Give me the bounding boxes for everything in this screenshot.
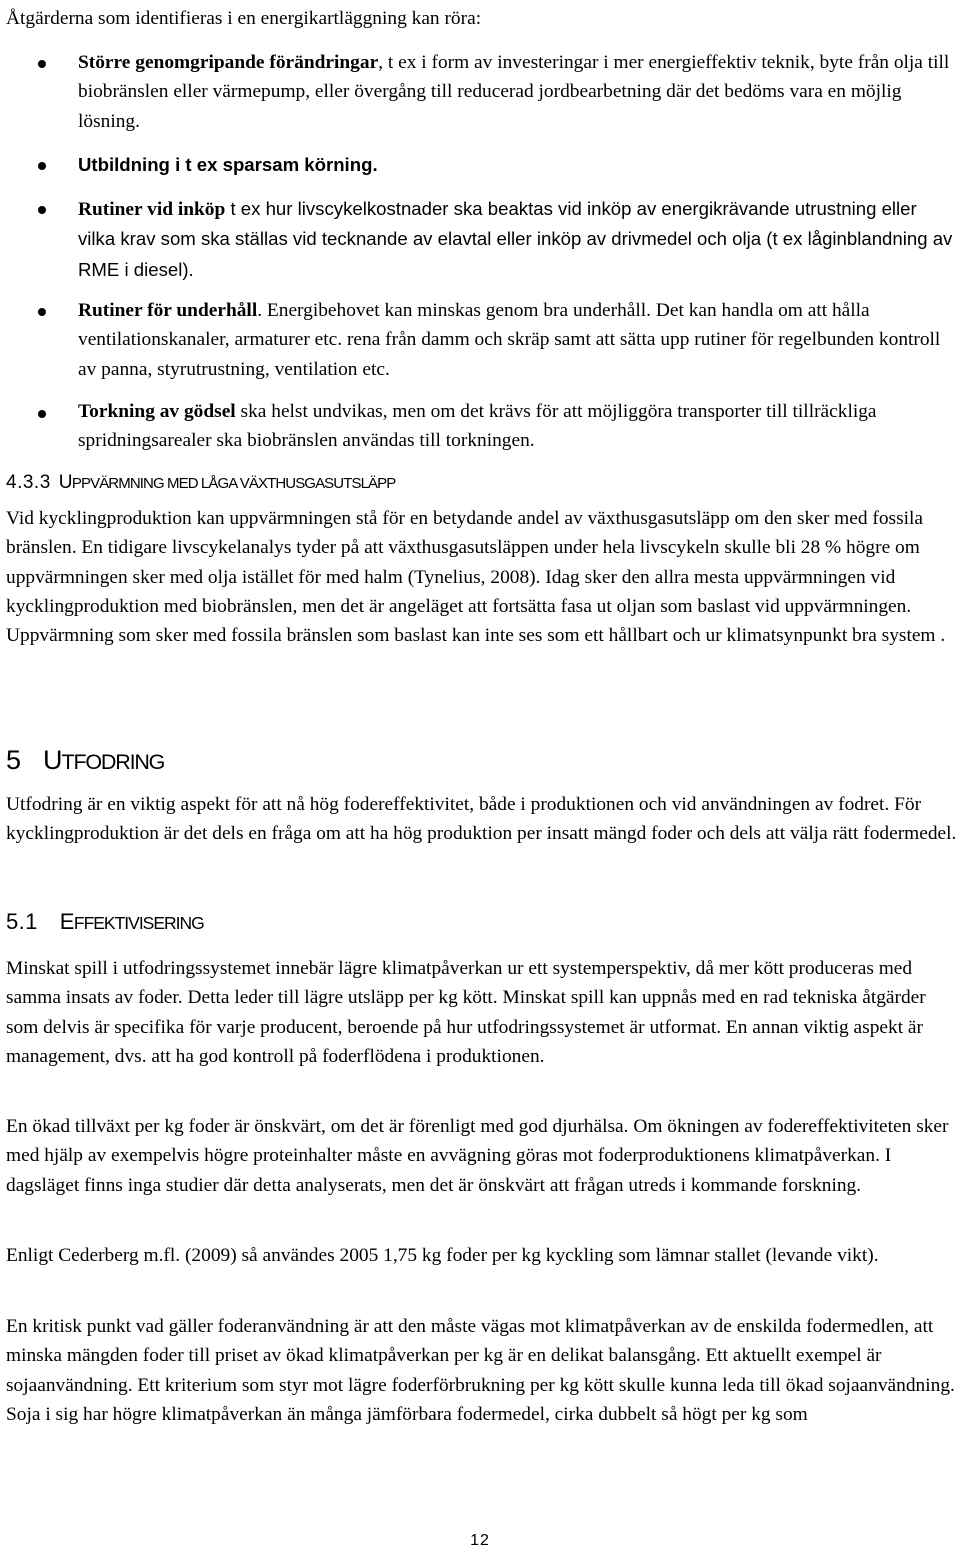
bullet-text: , t ex i form av investeringar i mer energieffektiv teknik, byte från olja till biobränslen eller värmepump, eller övergång till reducerad jordbearbetning där det bedöms vara en möjlig lösning. [78,52,950,132]
page-number: 12 [470,1532,490,1549]
bullet-bold: Torkning av gödsel [78,401,236,422]
section-number: 4.3.3 [6,472,51,493]
section-title-first: E [59,909,74,934]
paragraph-5-1-a: Minskat spill i utfodringssystemet innebär lägre klimatpåverkan ur ett systemperspektiv, då mer kött produceras med samma insats av foder. Detta leder till lägre utsläpp per kg kött. Minskat spill kan uppnås med en rad tekniska åtgärder som delvis är specifika för varje producent, beroende på hur utfodringssystemet är utformat. En annan viktig aspekt är management, dvs. att ha god kontroll på foderflödena i produktionen. [6,958,926,1067]
section-title-first: U [43,745,62,775]
paragraph-5-1-c: Enligt Cederberg m.fl. (2009) så användes 2005 1,75 kg foder per kg kyckling som lämnar stallet (levande vikt). [6,1245,879,1266]
paragraph-5: Utfodring är en viktig aspekt för att nå hög fodereffektivitet, både i produktionen och vid användningen av fodret. För kycklingproduktion är det dels en fråga om att ha hög produktion per insatt mängd foder och dels att välja rätt fodermedel. [6,794,957,845]
bullet-dot-icon [38,60,46,68]
bullet-bold: Utbildning i t ex sparsam körning. [78,154,378,175]
bullet-dot-icon [38,308,46,316]
paragraph-5-1-b: En ökad tillväxt per kg foder är önskvärt, om det är förenligt med god djurhälsa. Om ökningen av fodereffektiviteten sker med hjälp av exempelvis högre proteinhalter måste en avvägning göras mot foderproduktionens klimatpåverkan. I dagsläget finns inga studier där detta analyserats, men det är önskvärt att frågan utreds i kommande forskning. [6,1116,949,1196]
section-title-rest: FFEKTIVISERING [73,913,204,933]
section-heading-5 [6,742,164,780]
section-number: 5 [6,745,22,775]
bullet-bold: Rutiner för underhåll [78,300,258,321]
section-heading-5-1 [6,907,204,938]
bullet-dot-icon [38,206,46,214]
bullet-item [78,397,958,456]
section-title-rest: TFODRING [61,750,165,774]
paragraph-5-1-d: En kritisk punkt vad gäller foderanvändning är att den måste vägas mot klimatpåverkan av de enskilda fodermedlen, att minska mängden foder till priset av ökad klimatpåverkan per kg är en delikat balansgång. Ett aktuellt exempel är sojaanvändning. Ett kriterium som styr mot lägre foderförbrukning per kg kött skulle kunna leda till ökad sojaanvändning. Soja i sig har högre klimatpåverkan än många jämförbara fodermedel, cirka dubbelt så högt per kg som [6,1316,955,1425]
paragraph-4-3-3: Vid kycklingproduktion kan uppvärmningen stå för en betydande andel av växthusgasutsläpp om den sker med fossila bränslen. En tidigare livscykelanalys tyder på att växthusgasutsläppen under hela livscykeln skulle bli 28 % högre om uppvärmningen sker med olja istället för med halm (Tynelius, 2008). Idag sker den allra mesta uppvärmningen vid kycklingproduktion med biobränslen, men det är angeläget att fortsätta fasa ut oljan som baslast vid uppvärmningen. Uppvärmning som sker med fossila bränslen som baslast kan inte ses som ett hållbart och ur klimatsynpunkt bra system . [6,508,946,647]
bullet-dot-icon [38,410,46,418]
section-heading-4-3-3 [6,471,395,496]
intro-paragraph: Åtgärderna som identifieras i en energikartläggning kan röra: [6,8,482,29]
bullet-item [78,194,958,285]
bullet-bold: Större genomgripande förändringar [78,52,379,73]
bullet-dot-icon [38,162,46,170]
bullet-text: t ex hur livscykelkostnader ska beaktas vid inköp av energikrävande utrustning eller vilka krav som ska ställas vid tecknande av elavtal eller inköp av drivmedel och olja (t ex låginblandning av RME i diesel). [78,198,953,280]
bullet-item [78,150,958,179]
section-title-rest: PPVÄRMNING MED LÅGA VÄXTHUSGASUTSLÄPP [71,475,396,492]
section-number: 5.1 [6,909,38,934]
bullet-text: ska helst undvikas, men om det krävs för att möjliggöra transporter till tillräckliga spridningsarealer ska biobränslen användas till torkningen. [78,401,877,452]
bullet-item [78,48,958,136]
bullet-text: . Energibehovet kan minskas genom bra underhåll. Det kan handla om att hålla ventilationskanaler, armaturer etc. rena från damm och skräp samt att sätta upp rutiner för regelbunden kontroll av panna, styrutrustning, ventilation etc. [78,300,941,380]
section-title-first: U [58,472,72,493]
bullet-item [78,296,958,384]
bullet-bold: Rutiner vid inköp [78,199,226,220]
